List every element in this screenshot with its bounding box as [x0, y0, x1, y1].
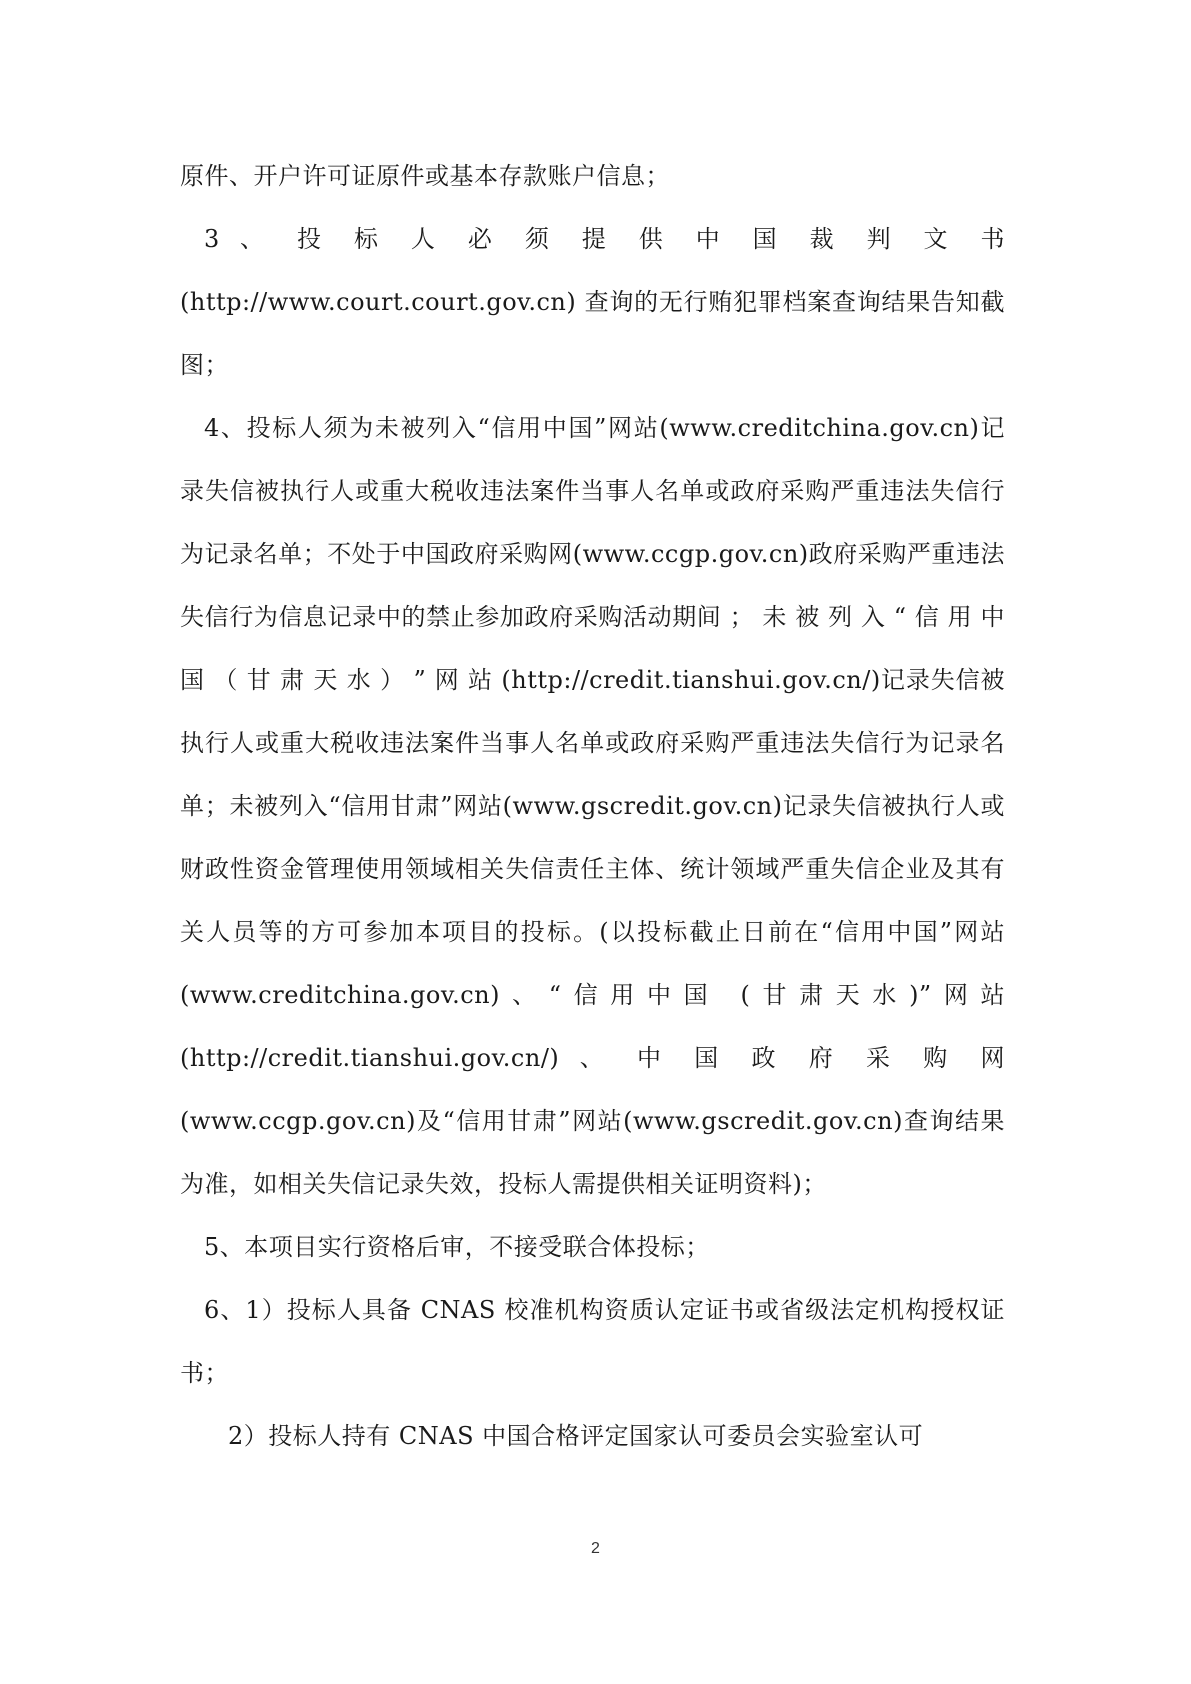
paragraph-item-6-2: 2）投标人持有 CNAS 中国合格评定国家认可委员会实验室认可 — [228, 1422, 924, 1450]
document-body — [180, 145, 1005, 1468]
paragraph-account-info: 原件、开户许可证原件或基本存款账户信息； — [180, 162, 670, 190]
paragraph-item-4: 4、投标人须为未被列入“信用中国”网站(www.creditchina.gov.cn)记录失信被执行人或重大税收违法案件当事人名单或政府采购严重违法失信行为记录名单；不处于中国政府采购网(www.ccgp.gov.cn)政府采购严重违法失信行为信息记录中的禁止参加政府采购活动期间 ； 未 被 列 入 “ 信 用 中 国 （ 甘 肃 天 水 ） ” 网 站 (http://credit.tianshui.gov.cn/)记录失信被执行人或重大税收违法案件当事人名单或政府采购严重违法失信行为记录名单；未被列入“信用甘肃”网站(www.gscredit.gov.cn)记录失信被执行人或财政性资金管理使用领域相关失信责任主体、统计领域严重失信企业及其有关人员等的方可参加本项目的投标。(以投标截止日前在“信用中国”网站(www.creditchina.gov.cn)、“信用中国 (甘肃天水)”网站 (http://credit.tianshui.gov.cn/) 、 中 国 政 府 采 购 网 (www.ccgp.gov.cn)及“信用甘肃”网站(www.gscredit.gov.cn)查询结果为准，如相关失信记录失效，投标人需提供相关证明资料)； — [180, 414, 1005, 1198]
paragraph-item-3: 3 、 投 标 人 必 须 提 供 中 国 裁 判 文 书 (http://www.court.court.gov.cn) 查询的无行贿犯罪档案查询结果告知截图； — [180, 225, 1005, 379]
paragraph-item-5: 5、本项目实行资格后审，不接受联合体投标； — [204, 1233, 710, 1261]
paragraph-item-6-1: 6、1）投标人具备 CNAS 校准机构资质认定证书或省级法定机构授权证书； — [180, 1296, 1005, 1387]
page-number: 2 — [591, 1540, 600, 1557]
